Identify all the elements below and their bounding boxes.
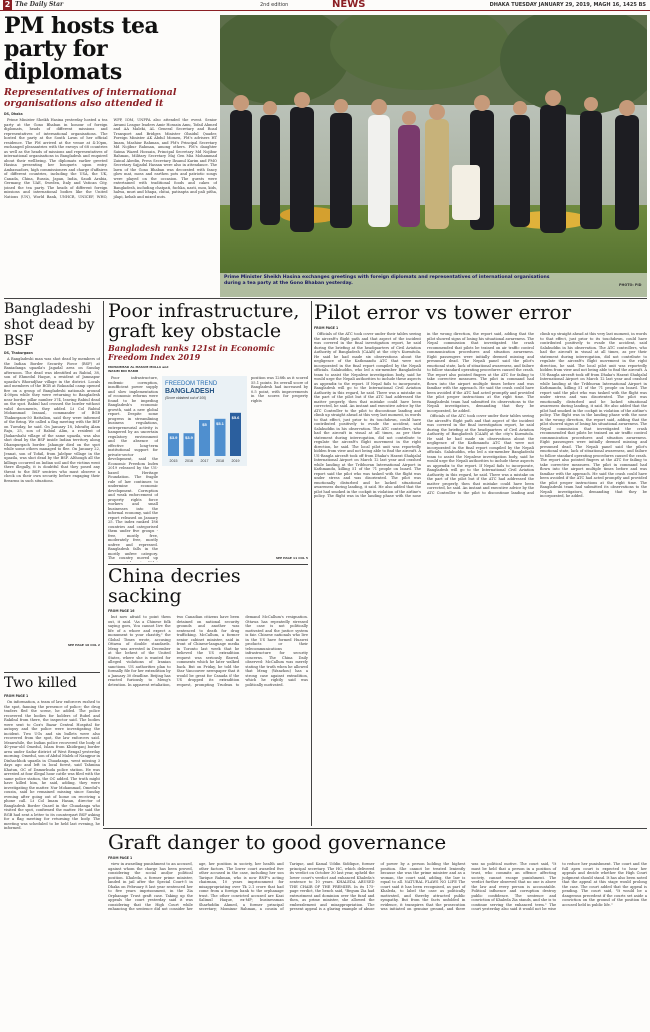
chart-value-label: $5.1: [216, 420, 224, 426]
chart-tick-label: 2016: [185, 459, 193, 463]
chart-value-label: $3.9: [185, 435, 193, 441]
story-pilot: [314, 301, 647, 826]
paper-name: The Daily Star: [15, 1, 64, 8]
story-china: [108, 566, 308, 824]
story-bsf: [4, 301, 100, 675]
headline-infrastructure: Poor infrastructure, graft key obstacle: [108, 301, 300, 342]
chart-value-label: $3.9: [169, 435, 178, 441]
headline-bsf: Bangladeshi shot dead by BSF: [4, 301, 95, 349]
body-infrastructure-right: [251, 376, 308, 562]
subhead-infrastructure: Bangladesh ranks 121st in Economic Freedom Index 2019: [108, 343, 275, 362]
body-pilot: [314, 332, 647, 824]
subhead-tea-party: Representatives of international organisations also attended it: [4, 87, 177, 109]
byline-tea-party: DS, Dhaka: [4, 112, 23, 116]
continued-bsf: SEE PAGE 10 COL 2: [67, 643, 100, 647]
story-two-killed: [4, 675, 100, 1029]
body-text: but now afraid to point them out, it said. "As a Chinese folk saying goes, You cannot live the life of a whore and expect a monument to your chastity," the Global Times wrote, accusing Ottawa of double standards. Meng was arrested in December at the behest of the United States, where she is wanted for alleged violations of Iranian sanctions. US authorities plan to formally file for her extradition by a January 30 deadline. Beijing has reacted furiously to Meng's detention. In apparent retaliation, two Canadian citizens have been detained on national security grounds and another was sentenced to death for drug trafficking. McCallum, a former senior cabinet minister, said in front of Chinese-language media in Toronto last week that he believed the US extradition request was seriously flawed, comments which he later walked back. But on Friday, he told the Star Vancouver newspaper that it would be great for Canada if the US dropped its extradition request, prompting Trudeau to demand McCallum's resignation. Ottawa has repeatedly stressed the case is not politically motivated and the justice system is fair. Chinese nationals who live in the US have formed Huawei products or their telecommunications infrastructure for security concerns. The China Daily observed: McCallum was merely stating the truth when he allowed that Meng (Wanzhou) has a strong case against extradition, which he rightly said was politically motivated.: [108, 615, 308, 687]
headline-tea-party: PM hosts tea party for diplomats: [4, 15, 159, 85]
body-tea-party: [4, 118, 217, 282]
body-text: Officials of the ATC took cover under their tables seeing the aircraft's flight path and that aspect of the incident was covered in the final investigation report, he said during the briefing at the headquarters of Civil Aviation Authority of Bangladesh (CAAB) at the city's Kurmitola. He said he had made six observations about the negligence of the Kathmandu ATC that were not incorporated in the final report compiled by the Nepali officials. Salahuddin, who led a six-member Bangladeshi team to assist the Nepalese investigation body, said he would urge the Nepali authorities to include these aspects as appendix to the report. If Nepal fails to incorporate, Bangladesh will go to the International Civil Aviation Authority in this regard, he said. There was a mistake on the part of the pilot but if the ATC had addressed the matter properly, then that mistake could have been corrected, he said. An instant and executive advice by the ATC Controller to the pilot to discontinue landing and climb up straight ahead at this very last moment, in words to that effect, just prior to its touchdown, could have contributed positively to evade the accident, said Salahuddin in his observation. The ATC controllers, who had the aircraft in visual at all times, as per their statement during interrogation, did not contribute to regulate the aircraft's flight movement in the right direction, he said. The local pilot unit was reportedly hidden from view and not being able to find the aircraft. A US-Bangla aircraft took off from Dhaka's Hazrat Shahjalal International Airport on March 12 last year and crashed while landing at the Tribhuvan International Airport in Kathmandu, killing 51 of the 71 people on board. The report said the pilot who was tasked with the flight was under stress and was disoriented. The pilot was emotionally disturbed and he lacked situational awareness during landing, it said. He also added that the pilot had smoked in the cockpit in violation of the airline's policy. The flight was in the landing phase with the nose in the wrong direction, the report said, adding that the pilot showed signs of losing his situational awareness. The Nepal commission that investigated the crash recommended that pilots be trained on air traffic control communication procedures and situation awareness. Eight passengers were initially deemed missing and presumed dead. The Nepali panel said the pilot's emotional state, lack of situational awareness, and failure to follow standard operating procedures caused the crash. The report also pointed fingers at the ATC for failing to take corrective measures. The pilot in command had flown into the airport multiple times before and was familiar with the approach. He said the crash could have been avoided if the ATC had acted promptly and provided the pilot proper instructions at the right time. The Bangladeshi team had submitted its observations to the Nepali investigators, demanding that they be incorporated, he added.: [314, 332, 534, 498]
divider: [311, 301, 312, 826]
divider: [103, 301, 104, 826]
chart-value-label: $5: [202, 422, 207, 427]
section-label: NEWS: [332, 0, 366, 10]
divider: [108, 564, 308, 565]
body-text: position was 128th as it scored 55.1 points. Its overall score of Bangladesh had increased by 0.5 point, with improvements in the scores for property rights: [251, 376, 308, 403]
chart-tick-label: 2019: [231, 459, 240, 463]
chart-value-label: $5.6: [231, 414, 240, 420]
body-two-killed: [4, 700, 100, 1029]
freedom-chart: [162, 376, 247, 466]
byline-bsf: DS, Thakurgaon: [4, 351, 33, 355]
story-graft: [108, 831, 647, 1029]
masthead: [0, 0, 650, 11]
divider: [103, 828, 647, 829]
byline-pilot: FROM PAGE 1: [314, 326, 339, 330]
chart-subtitle: BANGLADESH: [165, 388, 215, 395]
edition-label: 2nd edition: [260, 2, 289, 8]
chart-title: FREEDOM TREND: [165, 381, 218, 387]
page-number: 2: [4, 0, 11, 9]
chart-tick-label: 2018: [216, 459, 224, 463]
chart-note: (Score obtained out of 100): [165, 396, 207, 400]
photo-caption: Prime Minister Sheikh Hasina exchanges greetings with foreign diplomats and representatives of international organisations during a tea party at the Gono Bhaban yesterday.: [224, 275, 550, 286]
headline-graft: Graft danger to good governance: [108, 831, 447, 854]
news-photo: [220, 15, 647, 297]
body-text: Prime Minister Sheikh Hasina yesterday hosted a tea party at the Gono Bhaban in honour of foreign diplomats, heads of different missions and representatives of international organisations. The hosted the party at the South Lawn of her official residence. The PM arrived at the venue at 4:10pm, exchanged pleasantries with the envoys of 68 countries as well as the heads of missions and representatives of international organisations in Bangladesh and enquired about their wellbeing. The diplomats earlier greeted Hasina presenting her bouquets upon entry. Ambassadors, high commissioners and charge d'affaires of different countries, including the USA, the UK, Canada, China, Russia, Japan, India, Saudi Arabia, Germany, the UAE, Sweden, Italy and Vatican City, joined the tea party. The heads of different foreign missions and international bodies like the United Nations (UN), World Bank, UNHCR, UNICEF, WHO, WFP, IOM, UNFPA also attended the event. Senior Awami League leaders Amir Hossain Amu, Tofail Ahmed and AA Maleki, AL General Secretary and Road Transport and Bridges Minister Obaidul Quader, Foreign Minister AK Abdul Momen, PM's advisers HT Imam, Mashiur Rahman, and PM's Principal Secretary Md Nojibur Rahman, among others. PM's daughter Saima Wazed Hossain, Principal Secretary Md Nojibur Rahman, Military Secretary Maj Gen Mia Mohammad Zainul Abedin, Press Secretary Ihsanul Karim and PMO Secretary Sajjadul Hassan were also in attendance. The lawn of the Gono Bhaban was decorated with fancy glow mat, moss and earthen pots and patriotic songs were played on the occasion. The guests were entertained with traditional foods and cakes of Bangladesh, including chatpati, fuchka, nasti, mou, kids, halwa, muri and bhapa, chitai, patisapta and pali pitha, jilapi, kebab and mixed nuts.: [4, 118, 217, 199]
headline-china: China decries sacking: [108, 566, 241, 607]
continued-infrastructure: SEE PAGE 11 COL 5: [275, 556, 308, 560]
body-text: view in awarding punishment to an accused, against whom the charge has been proved, considering the social and/or political position. Khaleda, a former prime minister, landed in jail after the Special Court-5 in Dhaka on February 8 last year sentenced her to five years imprisonment, in the Zia Orphanage Trust graft case. Taking up the appeals the court yesterday said it was considering that the High Court while enhancing the sentence did not consider her age, her position in society, her health and other factors. The lower court awarded five other accused in the case, including her son Tarique Rahman, who is now BNP's acting chairman, 10 years imprisonment for misappropriating over Tk 2.1 crore that had come from a foreign bank to the orphanage trust. The other convicted accused are Kazi Salimul Haque, ex-MP; businessman Sharfuddin Ahmed, a former principal secretary; Mominur Rahman, a cousin of Tarique, and Kamal Uddin Siddique, former principal secretary. The HC, which delivered its verdict on October 30 last year, upheld the lower court's verdict and enhanced Khaleda's sentence to 10 years. KHALEDA ABUSED THE CHAIR OF THE PREMIER. In its 175-page verdict, the bench said, "Begum Zia had entrustment and dominion over the fund and then, as prime minister, she allowed the embezzlement and misappropriation. The present appeal is a glaring example of abuse of power by a person holding the highest position. She cannot be treated leniently because she was the prime minister and as a woman, the court said, adding, the law is equal to all. NATURAL FLAWS NO LIFE The court said it has been recognised, as part of Khaleda, to label the case as politically motivated, and thereby attracted public sympathy. But from the facts unfolded in evidence, it transpires that the prosecution was initiated on genuine ground, and there was no political motive. The court said, "It must be held that a person in a position of trust, who commits an offence affecting society, cannot escape punishment. The verdict further observed that no one is above the law and every person is accountable. Political influence and corruption destroy public confidence. The sentence and conviction of Khaleda Zia stands, and she is to continue serving the enhanced term." The court yesterday also said it would not be wise to reduce her punishment. The court and the full apex court is expected to hear her appeals and decide whether the High Court judgment should stand. It has also been noted that the appeal at this stage would prolong the case. The court added that the appeal is pending. The court said, "It would be a dangerous precedent if the courts set aside a conviction on the ground of the position the accused held in public life.": [108, 862, 647, 911]
body-infrastructure-left: [108, 376, 158, 562]
chart-tick-label: 2015: [169, 459, 178, 463]
body-text: A Bangladeshi man was shot dead by members of the Indian Border Security Force (BSF) at Baniadanga upazila's Jagadal area on Sunday afternoon. The dead was identified as Rabiul, 38, son of Ehmedul Haque, a resident of Jamnapur upazila's Bhoradjhar village in the district. Locals and members of the BGB at Rokoadal camp opened fire on a group of Bangladeshi nationals around 4:00pm while they were returning to Bangladesh near border pillar number 374, leaving Rabiul dead on the spot. Rabiul had crossed the border without valid documents, they added. Lt Col Rabiul Mohammad Iranaul, commander of BGB Thakurgaon-50 Battalion, said they were informed of the firing. We called a flag meeting with the BSF on Tuesday, he said. On January 18, Ishrafiq Alam Raju, 25, son of Rabiul Alim, a resident of Jhukarshahi village of the same upazila, was also shot dead by the BSF inside Indian territory along Dhampurgach border. Jahangir died on the spot while some others managed to flee. On January 22, Jennat, son of Tofail, from Jalelpur village in the upazila, was shot dead by the BSF. Although all the killings occurred on Indian soil and the victims went there illegally, it is doubtful that they posed any threat to the BSF sentries who must observe a check on their own security before engaging their firearms in such situations.: [4, 357, 100, 483]
chart-tick-label: 2017: [200, 459, 209, 463]
tea-party-photo: [220, 15, 647, 297]
byline-two-killed: FROM PAGE 1: [4, 694, 29, 698]
divider: [4, 298, 647, 299]
headline-pilot: Pilot error vs tower error: [314, 301, 572, 324]
chart-svg: [162, 376, 247, 466]
body-china: [108, 615, 308, 824]
body-text: On information, a team of law enforcers rushed to the spot, fanning the presence of police; the drug traders fled the scene, he added. The police recovered the bodies for holders of Rubel and Rakibul from there, the inspector said. The bodies were sent to Cox's Bazar Central Hospital for autopsy and the police were investigating the incident. Two UGs and six bullets were also recovered from the spot, the law enforcers said. Meanwhile, the Indian police recovered the body of 40-year-old Omedul, Islam from Khidirganj border area under Sadar district of West Bengal yesterday morning. Omedul, son of Abdul Malek of Nangpur in Dinhachhok upazila in Chuadanga, went missing 3 days ago and left in local forest, said Tahmina Khatun, OC of Damurhuda police station. He was arrested at four illegal hour cattle was filed with the same police station, the OC added. The truth might have killed him, he said, adding, they were investigating the matter. Nur Mohammad, Omedul's cousin, said he remained missing since Sunday evening after going out of home on receiving a phone call. Lt Col Imam Hasan, director of Bangladesh Border Guard in the Chuadanga who visited the spot, confirmed the matter. He said the BGB had sent a letter to its counterpart BSF asking for a flag meeting for returning the body. The meeting was scheduled to be held last evening, he informed.: [4, 700, 100, 830]
photo-credit: PHOTO: PID: [619, 283, 642, 287]
byline-graft: FROM PAGE 1: [108, 856, 133, 860]
story-tea-party: [4, 15, 217, 297]
body-text: Poor infrastructure, endemic corruption, insufficient power supply and slow implementation of economic reforms were found to be impeding Bangladesh's economic growth, said a new global report. Despite some progress in streamlining business regulations, entrepreneurial activity is hampered by an uncertain regulatory environment and the absence of effective long-term institutional support for private-sector development, said the Economic Freedom Index 2019 released by the US-based Heritage Foundation. The fragile rule of law continues to undermine economic development. Corruption and weak enforcement of property rights force workers and small businesses into the informal economy, said the report released on January 25. The index ranked 186 countries and categorised them under five groups - free, mostly free, moderately free, mostly unfree and repressed. Bangladesh falls in the mostly unfree category. The country moved up: [108, 376, 158, 560]
divider: [4, 672, 100, 673]
dateline: DHAKA TUESDAY JANUARY 29, 2019, MAGH 16, 1425 BS: [489, 2, 646, 8]
body-text: Officials of the ATC took cover under their tables seeing the aircraft's flight path and that aspect of the incident was covered in the final investigation report, he said during the briefing at the headquarters of Civil Aviation Authority of Bangladesh (CAAB) at the city's Kurmitola. He said he had made six observations about the negligence of the Kathmandu ATC that were not incorporated in the final report compiled by the Nepali officials. Salahuddin, who led a six-member Bangladeshi team to assist the Nepalese investigation body, said he would urge the Nepali authorities to include these aspects as appendix to the report. If Nepal fails to incorporate, Bangladesh will go to the International Civil Aviation Authority in this regard, he said. There was a mistake on the part of the pilot but if the ATC had addressed the matter properly, then that mistake could have been corrected, he said. An instant and executive advice by the ATC Controller to the pilot to discontinue landing and climb up straight ahead at this very last moment, in words to that effect, just prior to its touchdown, could have contributed positively to evade the accident, said Salahuddin in his observation. The ATC controllers, who had the aircraft in visual at all times, as per their statement during interrogation, did not contribute to regulate the aircraft's flight movement in the right direction, he said. The local pilot unit was reportedly hidden from view and not being able to find the aircraft. A US-Bangla aircraft took off from Dhaka's Hazrat Shahjalal International Airport on March 12 last year and crashed while landing at the Tribhuvan International Airport in Kathmandu, killing 51 of the 71 people on board. The report said the pilot who was tasked with the flight was under stress and was disoriented. The pilot was emotionally disturbed and he lacked situational awareness during landing, it said. He also added that the pilot had smoked in the cockpit in violation of the airline's policy. The flight was in the landing phase with the nose in the wrong direction, the report said, adding that the pilot showed signs of losing his situational awareness. The Nepal commission that investigated the crash recommended that pilots be trained on air traffic control communication procedures and situation awareness. Eight passengers were initially deemed missing and presumed dead. The Nepali panel said the pilot's emotional state, lack of situational awareness, and failure to follow standard operating procedures caused the crash. The report also pointed fingers at the ATC for failing to take corrective measures. The pilot in command had flown into the airport multiple times before and was familiar with the approach. He said the crash could have been avoided if the ATC had acted promptly and provided the pilot proper instructions at the right time. The Bangladeshi team had submitted its observations to the Nepali investigators, demanding that they be incorporated, he added.: [427, 332, 647, 498]
byline-infrastructure: MOHAMMAD AL MASUM MOLLA and WASIM BIN HABIB: [108, 365, 169, 373]
body-graft: [108, 862, 647, 1029]
byline-china: FROM PAGE 16: [108, 609, 135, 613]
headline-two-killed: Two killed: [4, 675, 77, 691]
body-bsf: [4, 357, 100, 643]
